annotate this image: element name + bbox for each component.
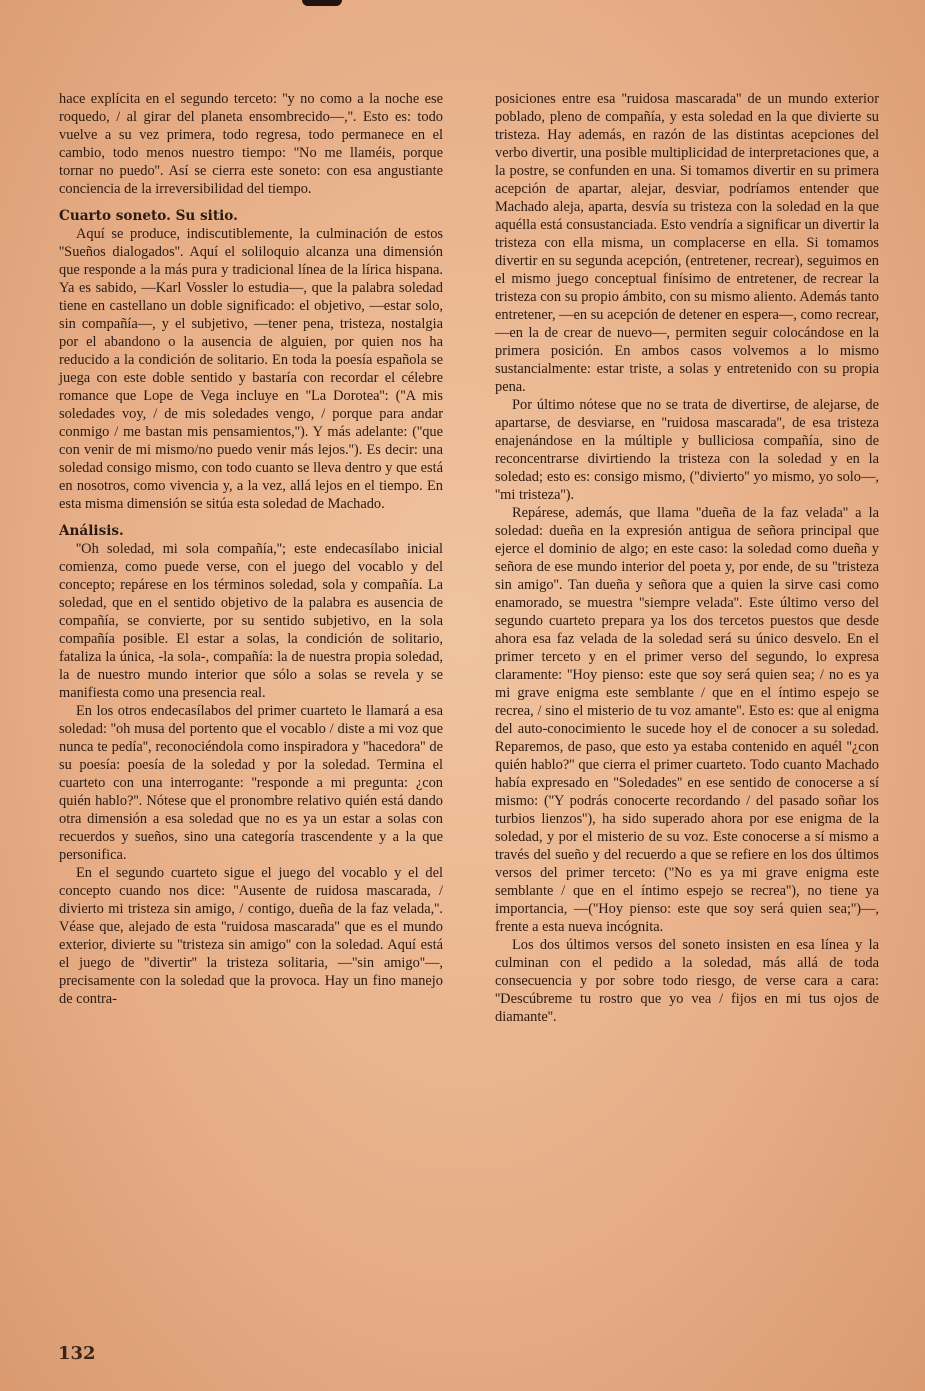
section-heading-cuarto-soneto: Cuarto soneto. Su sitio. — [59, 208, 238, 224]
left-paragraph-5: En el segundo cuarteto sigue el juego del vocablo y el del concepto cuando nos dice: ''Ausente de ruidosa mascarada, / divierto mi tristeza sin amigo, / contigo, dueña de la faz velada,''. Véase que, alejado de esta ''ruidosa mascarada'' que es el mundo exterior, divierte su ''tristeza sin amigo'' con la soledad. Aquí está el juego de ''divertir'' la tristeza solitaria, —''sin amigo''—, precisamente con la soledad que la provoca. Hay un fino manejo de contra- — [59, 865, 443, 1007]
left-paragraph-4: En los otros endecasílabos del primer cuarteto le llamará a esa soledad: ''oh musa del portento que el vocablo / diste a mi voz que nunca te pedía'', reconociéndola como inspiradora y ''hacedora'' de su poesía: poesía de la soledad y por la soledad. Termina el cuarteto con una interrogante: ''responde a mi pregunta: ¿con quién hablo?''. Nótese que el pronombre relativo quién está dando otra dimensión a esa soledad que no es ya un estar a solas con recuerdos y sueños, sino una categoría trascendente y a la que personifica. — [59, 703, 443, 863]
left-paragraph-3: ''Oh soledad, mi sola compañía,''; este endecasílabo inicial comienza, como puede verse, con el juego del vocablo y del concepto; repárese en los términos soledad, sola y compañía. La soledad, que en el sentido objetivo de la palabra es ausencia de compañía, se convierte, por su sentido subjetivo, en la sola compañía posible. El estar a solas, la condición de solitario, fataliza la única, -la sola-, compañía: la de nuestra propia soledad, la de nuestro mundo interior que sólo a solas se revela y se manifiesta como una presencia real. — [59, 541, 443, 701]
section-heading-analisis: Análisis. — [59, 523, 124, 539]
page-number: 132 — [58, 1343, 96, 1364]
top-ink-mark — [302, 0, 342, 6]
left-column — [59, 90, 443, 1008]
right-paragraph-4: Los dos últimos versos del soneto insisten en esa línea y la culminan con el pedido a la soledad, más allá de toda consecuencia y por sobre todo riesgo, de verse cara a cara: ''Descúbreme tu rostro que yo vea / fijos en mi tus ojos de diamante''. — [495, 937, 879, 1025]
right-paragraph-1: posiciones entre esa ''ruidosa mascarada'' de un mundo exterior poblado, pleno de compañía, y esta soledad en la que divierte su tristeza. Hay además, en razón de las distintas acepciones del verbo divertir, una posible multiplicidad de interpretaciones que, a la postre, se confunden en una. Si tomamos divertir en su primera acepción de apartar, alejar, desviar, podríamos entender que Machado aleja, aparta, desvía su tristeza con la soledad en la que aquélla está consustanciada. Esto vendría a significar un divertir la tristeza con ella misma, un complacerse en ella. Si tomamos divertir en su segunda acepción, (entretener, recrear), seguimos en el mismo juego conceptual finísimo de entretener, de recrear la tristeza con su propio ámbito, con su mismo aliento. Además tanto entretener, —en su acepción de detener en espera—, como recrear, —en la de crear de nuevo—, permiten seguir colocándose en la primera posición. En ambos casos volvemos a lo mismo sustancialmente: estar triste, a solas y entretenido con su propia pena. — [495, 91, 879, 395]
left-paragraph-1: hace explícita en el segundo terceto: ''y no como a la noche ese roquedo, / al girar del planeta ensombrecido—,''. Esto es: todo vuelve a su vez primera, todo regresa, todo permanece en el cambio, todo menos nuestro tiempo: ''No me llaméis, porque tornar no puedo''. Así se cierra este soneto: con esa angustiante conciencia de la irreversibilidad del tiempo. — [59, 91, 443, 197]
right-paragraph-2: Por último nótese que no se trata de divertirse, de alejarse, de apartarse, de desviarse, en ''ruidosa mascarada'', de esa tristeza enajenándose en la múltiple y bulliciosa compañía, sino de reconcentrarse divirtiendo la tristeza con la soledad y en la soledad; esto es: consigo mismo, (''divierto'' yo mismo, yo solo—, ''mi tristeza''). — [495, 397, 879, 503]
right-paragraph-3: Repárese, además, que llama ''dueña de la faz velada'' a la soledad: dueña en la expresión antigua de señora principal que ejerce el dominio de algo; en este caso: la soledad como dueña y señora de ese mundo interior del poeta y, por ende, de su ''tristeza sin amigo''. Tan dueña y señora que a quien la sirve casi como enamorado, se muestra ''siempre velada''. Este último verso del segundo cuarteto prepara ya los dos tercetos puestos que desde ahora esa faz velada de la soledad será su único desvelo. En el primer terceto y en el primer verso del segundo, lo expresa claramente: ''Hoy pienso: este que soy será quien sea; / no es ya mi grave enigma este semblante / que en el íntimo espejo se recrea, / sino el misterio de tu voz amante''. Esto es: que al enigma del auto-conocimiento le sucede hoy el de conocer a su soledad. Reparemos, de paso, que esto ya estaba contenido en aquél ''¿con quién hablo?'' que cierra el primer cuarteto. Todo cuanto Machado había expresado en ''Soledades'' en ese sentido de conocerse a sí mismo: (''Y podrás conocerte recordando / del pasado soñar los turbios lienzos''), ha sido superado ahora por ese enigma de la soledad, y por el misterio de su voz. Este conocerse a sí mismo a través del sueño y del recuerdo a que se refiere en los dos últimos versos del primer terceto: (''No es ya mi grave enigma este semblante / que en el íntimo espejo se recrea''), no tiene ya importancia, —(''Hoy pienso: este que soy será quien sea;'')—, frente a esta nueva incógnita. — [495, 505, 879, 935]
left-paragraph-2: Aquí se produce, indiscutiblemente, la culminación de estos ''Sueños dialogados''. Aquí el soliloquio alcanza una dimensión que responde a la más pura y tradicional línea de la lírica hispana. Ya es sabido, —Karl Vossler lo estudia—, que la palabra soledad tiene en castellano un doble significado: el objetivo, —estar solo, sin compañía—, y el subjetivo, —tener pena, tristeza, nostalgia por el abandono o la ausencia de alguien, por quien nos ha reducido a la condición de solitario. En toda la poesía española se juega con este doble sentido y bastaría con recordar el célebre romance que Lope de Vega incluye en ''La Dorotea'': (''A mis soledades voy, / de mis soledades vengo, / porque para andar conmigo / me bastan mis pensamientos,''). Y más adelante: (''que con venir de mi mismo/no puedo venir más lejos.''). Es decir: una soledad consigo mismo, con todo cuanto se lleva dentro y que está en nosotros, como vivencia y, a la vez, allá lejos en el tiempo. En esta misma dimensión se sitúa esta soledad de Machado. — [59, 226, 443, 512]
right-column — [495, 90, 879, 1026]
